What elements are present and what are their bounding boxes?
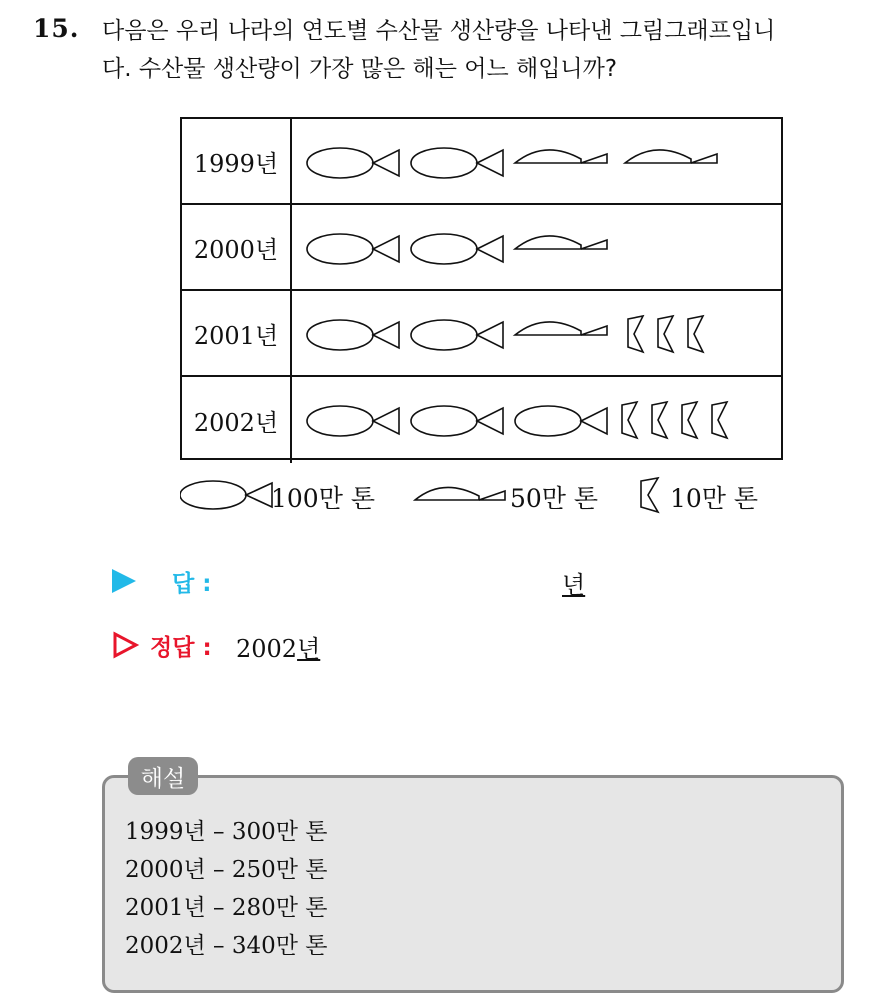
- correct-value: [236, 629, 320, 664]
- answer-label: 답 :: [172, 571, 212, 597]
- big-fish-icon: [307, 148, 399, 178]
- graph-row: [182, 119, 781, 205]
- half-fish-icon: [515, 150, 607, 163]
- legend-small-label: 10만 톤: [670, 484, 759, 513]
- fish-tail-icon: [628, 316, 643, 352]
- pictogram-svg: [292, 291, 782, 375]
- question-line-1: 다음은 우리 나라의 연도별 수산물 생산량을 나타낸 그림그래프입니: [102, 18, 776, 44]
- fish-tail-icon: [712, 402, 727, 438]
- correct-unit: 년: [297, 635, 321, 663]
- play-triangle-icon: [112, 569, 136, 593]
- legend-mid-label: 50만 톤: [510, 484, 599, 513]
- fish-pictogram-cell: [292, 119, 781, 203]
- graph-row: [182, 205, 781, 291]
- correct-year: 2002: [236, 635, 298, 663]
- explanation-tag: 해설: [128, 757, 198, 795]
- graph-row: [182, 291, 781, 377]
- graph-row: [182, 377, 781, 463]
- pictogram-svg: [292, 377, 782, 461]
- fish-tail-icon: [652, 402, 667, 438]
- pictogram-svg: [292, 205, 782, 289]
- explanation-line: 2002년 – 340만 톤: [125, 933, 328, 959]
- correct-label: 정답 :: [150, 635, 212, 661]
- half-fish-icon: [515, 322, 607, 335]
- fish-tail-icon: [638, 473, 668, 518]
- fish-tail-icon: [688, 316, 703, 352]
- explanation-line: 1999년 – 300만 톤: [125, 819, 328, 845]
- picture-graph: [180, 117, 783, 460]
- half-fish-icon: [413, 473, 513, 518]
- question-text: [102, 12, 872, 88]
- outline-triangle-icon: [112, 631, 140, 659]
- question-number: 15.: [33, 14, 80, 43]
- big-fish-icon: [411, 406, 503, 436]
- explanation-line: 2001년 – 280만 톤: [125, 895, 328, 921]
- big-fish-icon: [411, 148, 503, 178]
- explanation-line: 2000년 – 250만 톤: [125, 857, 328, 883]
- half-fish-icon: [625, 150, 717, 163]
- fish-tail-icon: [682, 402, 697, 438]
- fish-pictogram-cell: [292, 205, 781, 289]
- big-fish-icon: [180, 473, 280, 518]
- big-fish-icon: [307, 406, 399, 436]
- fish-pictogram-cell: [292, 291, 781, 375]
- half-fish-icon: [515, 236, 607, 249]
- year-label: 2001년: [182, 291, 292, 375]
- big-fish-icon: [307, 234, 399, 264]
- year-label: 2002년: [182, 377, 292, 463]
- pictogram-svg: [292, 119, 782, 203]
- fish-tail-icon: [622, 402, 637, 438]
- graph-legend: [180, 473, 800, 518]
- big-fish-icon: [411, 234, 503, 264]
- big-fish-icon: [515, 406, 607, 436]
- question-line-2: 다. 수산물 생산량이 가장 많은 해는 어느 해입니까?: [102, 56, 618, 82]
- correct-answer-line: [112, 627, 612, 663]
- year-label: 1999년: [182, 119, 292, 203]
- big-fish-icon: [307, 320, 399, 350]
- year-label: 2000년: [182, 205, 292, 289]
- answer-unit: 년: [562, 571, 586, 599]
- fish-tail-icon: [658, 316, 673, 352]
- fish-pictogram-cell: [292, 377, 781, 463]
- legend-big-label: 100만 톤: [271, 484, 375, 513]
- big-fish-icon: [411, 320, 503, 350]
- explanation-lines: [125, 813, 328, 965]
- answer-line: [112, 565, 612, 601]
